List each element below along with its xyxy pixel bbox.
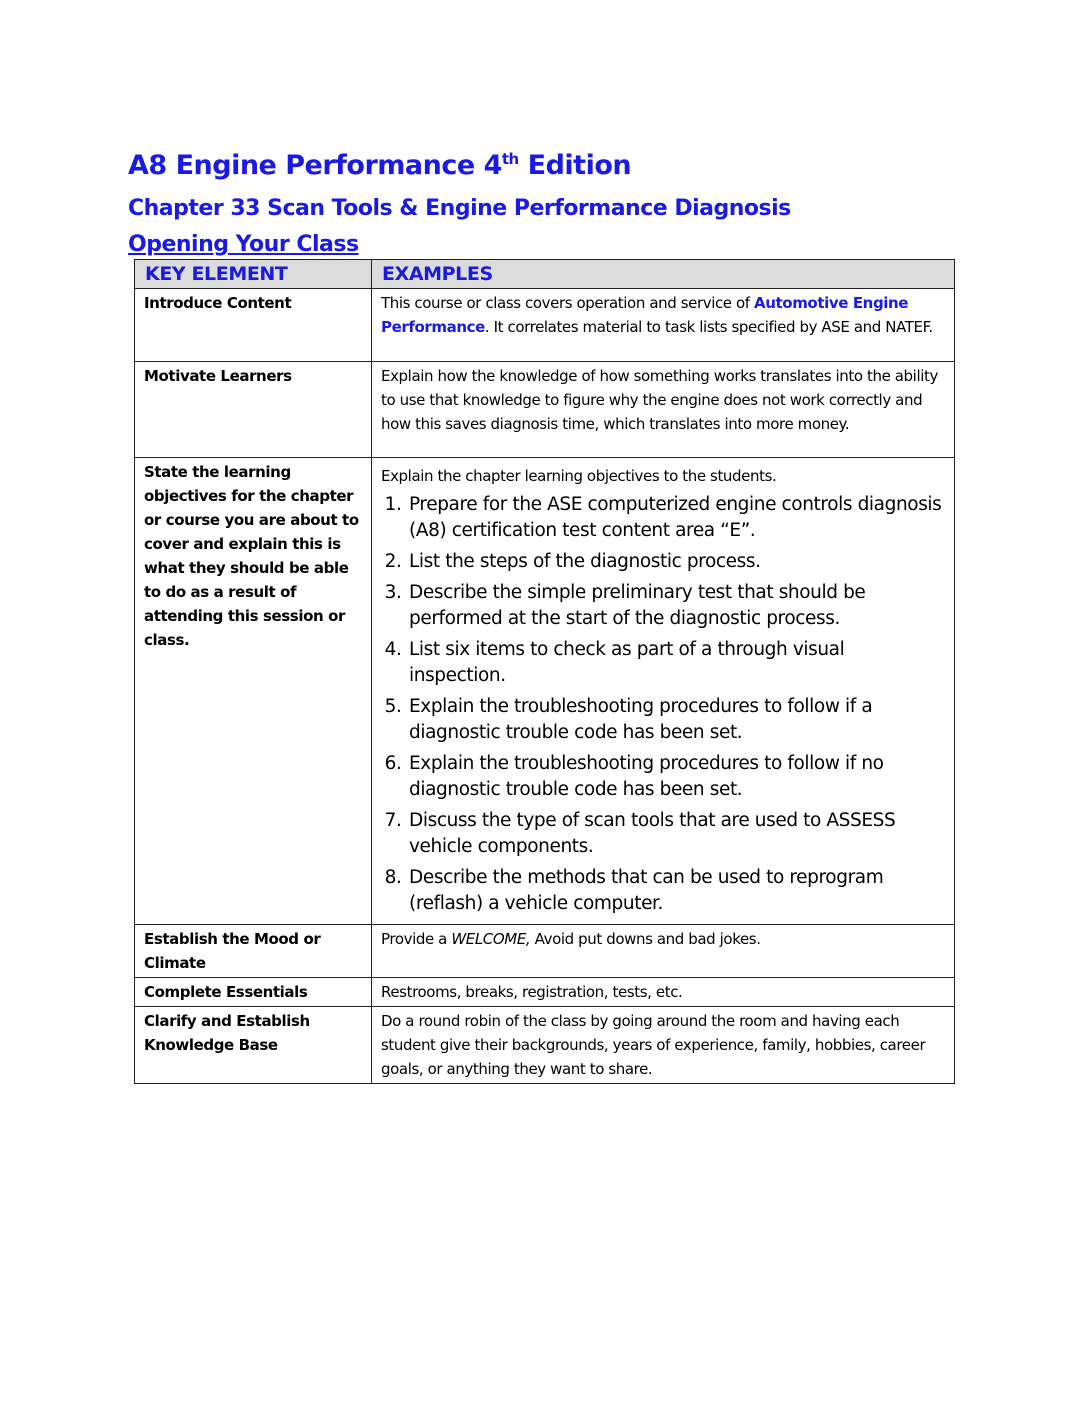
title-text: A8 Engine Performance 4 <box>128 150 502 181</box>
chapter-heading: Chapter 33 Scan Tools & Engine Performance Diagnosis <box>128 196 791 221</box>
objectives-list <box>381 492 945 917</box>
key-cell: Complete Essentials <box>135 978 372 1007</box>
document-title <box>128 150 631 181</box>
objectives-intro: Explain the chapter learning objectives to the students. <box>381 467 777 485</box>
highlight-text: Automotive Engine Performance <box>381 294 909 336</box>
objective-item: 1. Prepare for the ASE computerized engine controls diagnosis (A8) certification test content area “E”. <box>407 492 945 544</box>
key-cell: Motivate Learners <box>135 362 372 458</box>
objective-item: 6. Explain the troubleshooting procedures to follow if no diagnostic trouble code has been set. <box>407 751 945 803</box>
section-heading: Opening Your Class <box>128 232 359 257</box>
key-cell: Clarify and Establish Knowledge Base <box>135 1007 372 1084</box>
table-row <box>135 289 955 362</box>
objective-item: 2. List the steps of the diagnostic process. <box>407 549 945 575</box>
example-cell <box>372 458 955 925</box>
table-header-row <box>135 260 955 289</box>
title-edition: Edition <box>518 150 632 181</box>
example-text: Avoid put downs and bad jokes. <box>530 930 761 948</box>
header-key-element: KEY ELEMENT <box>135 260 372 289</box>
objective-item: 5. Explain the troubleshooting procedures to follow if a diagnostic trouble code has been set. <box>407 694 945 746</box>
table-row <box>135 925 955 978</box>
table-row <box>135 978 955 1007</box>
example-cell <box>372 925 955 978</box>
example-cell: Explain how the knowledge of how something works translates into the ability to use that knowledge to figure why the engine does not work correctly and how this saves diagnosis time, which translates into more money. <box>372 362 955 458</box>
example-cell: Do a round robin of the class by going around the room and having each student give their backgrounds, years of experience, family, hobbies, career goals, or anything they want to share. <box>372 1007 955 1084</box>
objective-item: 7. Discuss the type of scan tools that are used to ASSESS vehicle components. <box>407 808 945 860</box>
objective-item: 4. List six items to check as part of a through visual inspection. <box>407 637 945 689</box>
objective-item: 8. Describe the methods that can be used to reprogram (reflash) a vehicle computer. <box>407 865 945 917</box>
header-examples: EXAMPLES <box>372 260 955 289</box>
example-text: Provide a <box>381 930 452 948</box>
table-row <box>135 362 955 458</box>
table-row <box>135 458 955 925</box>
objective-item: 3. Describe the simple preliminary test that should be performed at the start of the diagnostic process. <box>407 580 945 632</box>
example-text: This course or class covers operation and service of <box>381 294 755 312</box>
table-row <box>135 1007 955 1084</box>
key-cell: State the learning objectives for the chapter or course you are about to cover and explain this is what they should be able to do as a result of attending this session or class. <box>135 458 372 925</box>
key-cell: Establish the Mood or Climate <box>135 925 372 978</box>
welcome-text: WELCOME, <box>451 930 531 948</box>
example-text: . It correlates material to task lists specified by ASE and NATEF. <box>484 318 933 336</box>
example-cell <box>372 289 955 362</box>
example-cell: Restrooms, breaks, registration, tests, etc. <box>372 978 955 1007</box>
key-element-table <box>134 259 955 1084</box>
key-cell: Introduce Content <box>135 289 372 362</box>
title-superscript: th <box>501 150 519 168</box>
